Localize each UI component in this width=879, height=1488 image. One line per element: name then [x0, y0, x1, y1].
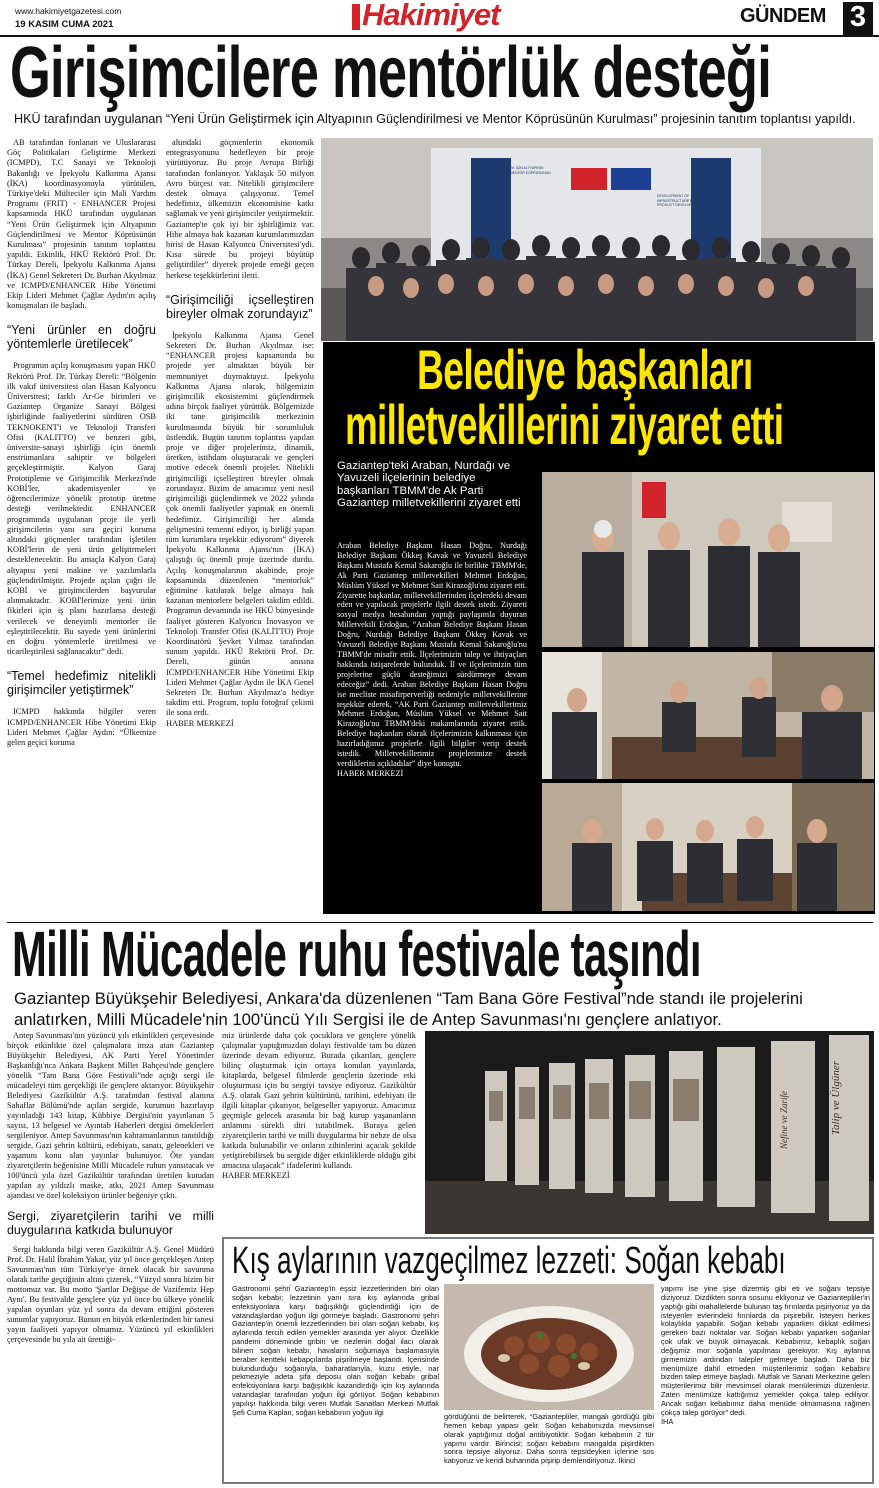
- article3-paragraph: Antep Savunması'nın yüzüncü yılı etkinlikleri çerçevesinde birçok etkinlikte özel çalışmalara imza atan Gaziantep Büyükşehir Belediyesi, AK Parti Yerel Yönetimler Başkanlığı'nca Ankara Başkent Millet Bahçesi'nde gençlere yönelik “Tam Bana Göre Festivali”nde açtığı sergi ile mücadeleyi tüm gerçekliği ile gençlere aktarıyor. Büyükşehir Belediyesi Gazikültür A.Ş. tarafından festival alanına Sahaflar Bölümü'nde açılan sergide, kurumun hazırlayıp yayınladığı 143 kitap, Kübbiye Dergisi'nin yayınlanan 5 sayısı, 13 belgesel ve Ayıntab Haberleri dergisi örneklerleri sergileniyor. Antep Savunması'nın kahramanlarının tanıtıldığı sergide, Gazi şehrin kültürü, edebiyatı, sanatı, gelenekleri ve yaşamını konu alan yayınlar bulunuyor. Öte yandan ziyaretçilerin beğenisine Milli Mücadele ruhun yansıtacak ve 100'üncü yıla özel Gazikültür tarafından üretilen kutudan yapılan ay yıldızlı maske, atkı, 2021 Antep Savunması ajandası ve özel koleksiyon ürünler beğeniye çıktı.: [7, 1031, 214, 1200]
- article2-deck: Gaziantep'teki Araban, Nurdağı ve Yavuzeli ilçelerinin belediye başkanları TBMM'de Ak Parti Gaziantep milletvekillerini ziyaret etti: [337, 460, 521, 510]
- article3-column-1: [7, 1031, 214, 1482]
- article4-paragraph: yapımı ise yine şişe dizermiş gibi eti ve soğanı tepsiye diziyoruz. Dizdikten sonra sosunu ekliyoruz ve Gaziantepliler'in yaptığı gibi mahallelerde bulunan taş fırınlarda pişiriyoruz ya da isteyenler evlerindeki fırınlarda da pişirebilir. İsteyen herkes kolaylıkla yapabilir. Soğan kebabı yaparken dikkat edilmesi gereken bazı noktalar var. Soğan kebabı yaparken soğanlar çok ufak ve büyük olmayacak. Kebabımız, kebaplık soğan değişmiz mor soğanla yapılması gerekiyor. Kış aylarına girmemizin ardından talepler gelmeye başladı. Daha biz menümüze dahil etmeden müşterilerimiz soğan kebabını bizden talep etmeye başladı. Mutfak ve Sanatı Merkezine gelen müşterilerimiz bilir mevsimsel olarak menülerimizi düzenleriz. Zaten menümüze kattığımız yemekler çokça talep ediliyor. Ancak soğan kebabımız daha menüde olmamasına rağmen çokça talep görüyor” dedi.: [661, 1285, 870, 1417]
- article3-paragraph: miz ürünlerde daha çok çocuklara ve gençlere yönelik çalışmalar yaptığımızdan dolayı festivalde tam bu düzen üzerinde devam ediyoruz. Burada çıkarılan, gençlere bilinç oluşturmak için ortaya konulan yayınlarda, kitaplarda, belgesel filmlerde gençlerin üzerinde etki oluşturması için bu sergiyi tavsiye ediyoruz. Gazikültür A.Ş. olarak Gazi şehrin kültürünü, tarihini, edebiyatı ile ilgili kitaplar çıkarıyor, belgeseller yapıyoruz. Amacımız geçmişle gelecek arasında bir bağ kurup yaşananların anlamını sürekli diri tutabilmek. Buraya gelen ziyaretçilerin tarihi ve milli duygularına bir nebze de olsa katkıda bulunabilir ve onların zihinlerini açacak şekilde yetiştirebilirsek bu sergide diğer etkinliklerde olduğu gibi amacına ulaşacak” ifadelerini kullandı.: [222, 1031, 416, 1170]
- article2-headline-line2: milletvekillerini ziyaret etti: [345, 393, 784, 456]
- page-number: 3: [849, 1, 867, 33]
- onion-kebab-photo: [444, 1284, 654, 1410]
- group-photo-art: [321, 138, 873, 341]
- section-name: GÜNDEM: [740, 5, 826, 27]
- article1-subhead: “Yeni ürünler en doğru yöntemlerle üretilecek”: [7, 323, 156, 352]
- logo-bar: [352, 4, 360, 30]
- mayors-photo-3-art: [542, 783, 874, 911]
- article1-deck: HKÜ tarafından uygulanan “Yeni Ürün Geliştirmek için Altyapının Güçlendirilmesi ve Mentor Köprüsünün Kurulması” projesinin tanıtım toplantısı yapıldı.: [14, 112, 856, 126]
- issue-date: 19 KASIM CUMA 2021: [15, 19, 114, 30]
- exhibition-photo: [425, 1031, 874, 1234]
- article1-paragraph: Programın açılış konuşmasını yapan HKÜ Rektörü Prof. Dr. Türkay Dereli: “Bölgenin ilk vakıf üniversitesi olan Hasan Kalyoncu Üniversitesi; farklı Ar-Ge birimleri ve Gaziantep Organize Sanayi Bölgesi işbirliğinde faaliyetlerini sürdüren OSB TEKNOKENT'i ve Teknoloji Transferi Ofisi (KALITTO) ve benzeri gibi, üniversite-sanayi işbirliği için önemli enstrümanlara sahiptir ve bölgeleri geçekleştirmiştir. Kalyon Garaj Prototipleme ve Girişimcilik Merkezi'nde KOBİ'ler, akademisyenler ve öğrencilerimize yönelik prototip üretme desteği verilmektedir. ENHANCER programında uygulanan proje ile yerli girişimcilerin yanı sıra geçici koruma altındaki göçmenler tarafından işletilen KOBİ'lerin de yeni ürün geliştirmeleri desteklenecektir. Bu amaçla Kalyon Garaj altyapısı yeni makine ve yazılımlarla güçlendirilmiştir. Projede açılan çağrı ile KOBİ ve girişimcilerden başvurular alınmaktadır. KOBİ'lerimize yeni ürün fikirleri için iş planı hazırlama desteği verilecek ve deneyimli mentorler ile eşleştirilecektir. Bu sayede yeni ürünlerini en doğru yöntemlerle üretilmesi ve ticarileştirilesi sağlanacaktır” dedi.: [7, 361, 156, 657]
- article3-paragraph: Sergi hakkında bilgi veren Gazikültür A.Ş. Genel Müdürü Prof. Dr. Halil İbrahim Yakar, yüz yıl önce gerçekleşen Antep Savunması'nın tüm Türkiye'ye örnek olacak bir savunma olarak tarihe geçtiğinin altını çizerek, “Yüzyıl sonra bizim bir mottomuz var. Bu motto 'Şartlar Değişse de Vazifemiz Hep Aynı'. Bu festivalde gençlere yüz yıl önce bu ülkeye yönelik yapılan oyunları yüz yıl sonra da devam ettiğini gösteren sunumlar yapıyoruz. Bunun en büyük etkenlerinden bir tanesi yayın faaliyeti yapıyor olmamız. Yüzüncü yıl etkinlikleri çerçevesinde bu yıla ait ürettiği-: [7, 1245, 214, 1344]
- group-photo: [321, 138, 873, 341]
- article2-body: [337, 541, 527, 901]
- article3-deck: Gaziantep Büyükşehir Belediyesi, Ankara'da düzenlenen “Tam Bana Göre Festival”nde standı ile projelerini anlatırken, Milli Mücadele'nin 100'üncü Yılı Sergisi ile de Antep Savunması'nı gençlere anlatıyor.: [14, 989, 803, 1029]
- article1-subhead: “Girişimciliği içselleştiren bireyler olmak zorundayız”: [166, 292, 314, 321]
- article1-column-2: [166, 138, 314, 915]
- poster-text-2: Nefine ve Zarife: [779, 1091, 789, 1149]
- poster-text-1: Talip ve Ülgüner: [830, 1061, 842, 1136]
- article2-byline: HABER MERKEZİ: [337, 768, 404, 778]
- article1-headline: Girişimcilere mentörlük desteği: [10, 33, 772, 113]
- article4-paragraph: Gastronomi şehri Gaziantep'in eşsiz lezzetlerinden biri olan soğan kebabı; lezzetinin yanı sıra kış aylarında gribal enfeksiyonlara karşı bağışıklığı güçlendirdiği için de vatandaşlardan yoğun ilgi görmeye başladı. Gastronomi şehri Gaziantep'in önemli lezzetlerinden biri olan soğan kebabı, kış aylarında tercih edilen yemekler arasında yer alıyor. Özellikle pandemi döneminde gribin ve nezlenin doğal ilacı olarak bilinen soğan kebabı, havaların soğumaya başlamasıyla beraber kentteki kebapçılarda pişirilmeye başlandı. İçerisinde bulundurduğu soğanıyla, baharatlarıyla, kuzu etiyle, nar pekmeziyle adeta şifa deposu olan soğan kebabı gribal enfeksiyonlara karşı bağışıklık kazandırdığı için kış aylarında vatandaşlar tarafından yoğun ilgi görüyor. Soğan kebabının yapılışı hakkında bilgi veren Mutfak Sanatları Merkezi Mutfak Şefi Cuma Kaplan, soğan kebabının yoğun ilgi: [232, 1285, 439, 1417]
- article4-byline: İHA: [661, 1416, 674, 1426]
- article1-byline: HABER MERKEZİ: [166, 718, 234, 728]
- mayors-photo-3: [542, 783, 874, 911]
- article1-column-1: [7, 138, 156, 915]
- article1-paragraph: altındaki göçmenlerin ekonomik entegrasyonunu hedefleyen bir proje yürütüyoruz. Bu proje Avrupa Birliği tarafından fonlanıyor. Yaklaşık 50 milyon Avro bütçesi var. Nitelikli girişimcilere destek olmaya çalışıyoruz. Temel hedefimiz, ülkemizin ekonomisine katkı sağlamak ve yeni girişimciler yetiştirmektir. Gaziantep'te çok iyi bir işbirliğimiz var. Hibe almaya hak kazanan kurumlarımızdan birisi de Hasan Kalyoncu Üniversitesi'ydi. Kısa sürede bu projeyi büyütüp geliştirdiler” diyerek projede emeği geçen herkese teşekkürlerini iletti.: [166, 138, 314, 280]
- article4-column-1: [232, 1285, 439, 1481]
- article2-headline-line1: Belediye başkanları: [417, 338, 753, 401]
- article4-headline: Kış aylarının vazgeçilmez lezzeti: Soğan kebabı: [232, 1240, 786, 1282]
- article4-paragraph: gördüğünü de belirterek, “Gaziantepliler, mangalı gördüğü gibi hemen kebap yapası gelir. Soğan kebabımızda mevsimsel olarak yaptığımız doğal antibiyotiktir. Soğan kebabının 2 tür yapımı vardır. Birincisi; soğan kebabını mangalda pişirdikten sonra tepsiye alıyoruz. Daha sonra tepsideyken içlerine sos katıyoruz ve kendi buharında pişirip demlendiriyoruz. İkinci: [444, 1413, 654, 1466]
- mayors-photo-1-art: [542, 472, 874, 647]
- article4-column-2: [444, 1413, 654, 1483]
- article1-paragraph: ICMPD hakkında bilgiler veren ICMPD/ENHANCER Hibe Yönetimi Ekip Lideri Mehmet Çağlar Aydın: “Ülkemize gelen geçici koruma: [7, 707, 156, 747]
- mayors-photo-2-art: [542, 652, 874, 779]
- article1-subhead: “Temel hedefimiz nitelikli girişimciler yetiştirmek”: [7, 669, 156, 698]
- article1-paragraph: AB tarafından fonlanan ve Uluslararası Göç Politikaları Geliştirme Merkezi (ICMPD), T.C Sanayi ve Teknoloji Bakanlığı ve İpekyolu Kalkınma Ajansı (İKA) koordinasyonuyla yürütülen, Türkiye'deki Mülteciler için Mali Yardım Programı (FRIT) - ENHANCER Projesi kapsamında HKÜ tarafından uygulanan “Yeni Ürün Geliştirmek için Altyapının Güçlendirilmesi ve Mentor Köprüsünün Kurulması” projesinin tanıtım toplantısı yapıldı. Etkinlik, HKÜ Rektörü Prof. Dr. Türkay Dereli, İpekyolu Kalkınma Ajansı (İKA) Genel Sekreteri Dr. Burhan Akyılmaz ve ICMPD/ENHANCER Hibe Yönetimi Ekip Lideri Mehmet Çağlar Aydın'ın açılış konuşmaları ile başladı.: [7, 138, 156, 311]
- banner-caption-1: YENİ ÜRÜN GELİŞTİRMEK İÇİN ALTYAPININ GÜÇLENDİRİLMESİ VE MENTOR KÖPRÜSÜNÜN KURULMASI: [471, 166, 551, 179]
- article3-byline: HABER MERKEZİ: [222, 1171, 290, 1180]
- onion-kebab-photo-art: [444, 1284, 654, 1410]
- article2-paragraph: Araban Belediye Başkanı Hasan Doğru, Nurdağı Belediye Başkanı Ökkeş Kavak ve Yavuzeli Belediye Başkanı Mustafa Kemal Sakaroğlu ile birlikte TBMM'de, Ak Parti Gaziantep milletvekilleri Mehmet Erdoğan, Müslüm Yüksel ve Mehmet Sait Kirazoğlu'nu ziyaret etti. Ziyarette başkanlar, milletvekillerinden ilçelerdeki devam eden ve yapılacak projelerle ilgili destek istedi. Ziyareti sosyal medya hesabından yaptığı paylaşımla duyuran Milletvekili Erdoğan, “Araban Belediye Başkanı Hasan Doğru, Nurdağı Belediye Başkanı Ökkeş Kavak ve Yavuzeli Belediye Başkanı Mustafa Kemal Sakaroğlu'nu TBMM'de misafir ettik. İlçelerimizin talep ve ihtiyaçları hakkında istişarelerde bulunduk. İl ve ilçelerimizin tüm projelerine güçlü desteğimizi sürdürmeye devam edeceğiz” dedi. Araban Belediye Başkanı Hasan Doğru ise mecliste misafirperverliği nedeniyle milletvekillerine teşekkür ederek, “AK Parti Gaziantep milletvekillerimiz Mehmet Erdoğan, Müslüm Yüksel ve Mehmet Sait Kirazoğlu'nu TBMM'deki makamlarında ziyaret ettik. Belediye başkanları olarak ilçelerimizin kalkınması için hazırladığımız projelerle ilgili bilgiler verip destek istedik. Milletvekillerimiz projelerimize destek verdiklerini açıkladılar” diye konuştu.: [337, 541, 527, 768]
- mayors-photo-2: [542, 652, 874, 779]
- mayors-photo-1: [542, 472, 874, 647]
- article1-paragraph: İpekyolu Kalkınma Ajansı Genel Sekreteri Dr. Burhan Akyılmaz ise: “ENHANCER projesi kapsamında bu projede yer almaktan büyük bir memnuniyet duymaktayız. İpekyolu Kalkınma Ajansı olarak, bölgemizin girişimcilik ekosistemini güçlendirmek adına birçok faaliyet yürüttük. Bölgemizde iki tane girişimcilik merkezinin kurulmasında büyük bir sorumluluk üstlendik. Bugün tanıtım toplantısı yapılan proje ve diğer projelerimiz, dinamik, üretken, istihdam oluşturacak ve gençleri motive edecek önemli projeler. Nitelikli girişimciliği içselleştiren bireyler olmak zorundayız. Bizim de amacımız yeni nesil girişimciliği güçlendirmek ve 2022 yılında çok önemli faaliyetler yapmak en önemli hedefimiz. Girişimciliği her alanda gelişmesini temenni ediyor, iş birliği yapan tüm kurumlara teşekkür ediyorum” diyerek İpekyolu Kalkınma Ajansı'nın (İKA) çalıştığı üç önemli proje üzerinde durdu. Açılış konuşmalarının akabinde, proje kapsamında düzenlenen “mentorluk” eğitimine katılarak belge almaya hak kazanan mentorlere belgeleri takdim edildi. Programın devamında ise HKÜ bünyesinde faaliyet gösteren Kalyoncu İnovasyon ve Teknoloji Transfer Ofisi (KALİTTO) Proje Koordinatörü Şevket Yılmaz tarafından sunum yapıldı. HKÜ Rektörü Prof. Dr. Dereli, günün anısına ICMPD/ENHANCER Hibe Yönetimi Ekip Lideri Mehmet Çağlar Aydın ile İKA Genel Sekreteri Dr. Burhan Akyılmaz'a hediye takdim etti. Program, toplu fotoğraf çekimi ile sona erdi.: [166, 330, 314, 718]
- article4-column-3: [661, 1285, 870, 1483]
- website-url[interactable]: www.hakimiyetgazetesi.com: [15, 6, 122, 16]
- article3-column-2: [222, 1031, 416, 1231]
- newspaper-logo: [352, 0, 526, 34]
- onion-kebab-box: [222, 1237, 874, 1484]
- article3-subhead: Sergi, ziyaretçilerin tarihi ve milli duygularına katkıda bulunuyor: [7, 1209, 214, 1237]
- article3-headline: Milli Mücadele ruhu festivale taşındı: [12, 918, 701, 990]
- banner-caption-2: DEVELOPMENT OF INFRASTRUCTURE FOR NEW PRODUCT DEVELOPMENT: [657, 194, 707, 207]
- exhibition-photo-art: [425, 1031, 874, 1234]
- logo-text: Hakimiyet: [362, 0, 500, 32]
